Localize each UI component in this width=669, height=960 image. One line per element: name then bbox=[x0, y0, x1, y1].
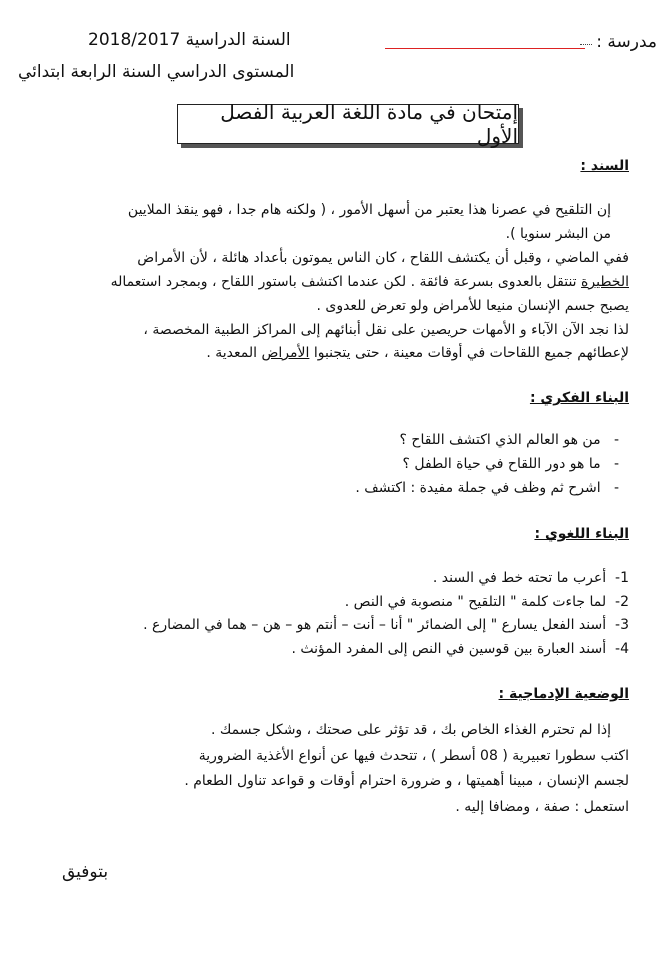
school-year: السنة الدراسية 2018/2017 bbox=[88, 30, 291, 50]
idmajia-line-1: إذا لم تحترم الغذاء الخاص بك ، قد تؤثر على صحتك ، وشكل جسمك . bbox=[210, 722, 611, 738]
sanad-line-7: لإعطائهم جميع اللقاحات في أوقات معينة ، حتى يتجنبوا الأمراض المعدية . bbox=[206, 345, 629, 361]
school-dots bbox=[580, 44, 592, 45]
school-level: المستوى الدراسي السنة الرابعة ابتدائي bbox=[18, 62, 295, 82]
closing-signature: بتوفيق bbox=[62, 862, 109, 882]
school-name-line bbox=[385, 48, 585, 49]
fikri-item-2: - ما هو دور اللقاح في حياة الطفل ؟ bbox=[402, 456, 619, 472]
sanad-heading: السند : bbox=[580, 158, 629, 174]
idmajia-heading: الوضعية الإدماجية : bbox=[498, 686, 629, 702]
fikri-heading: البناء الفكري : bbox=[529, 390, 629, 406]
lughawi-heading: البناء اللغوي : bbox=[534, 526, 629, 542]
sanad-line-6: لذا نجد الآن الآباء و الأمهات حريصين على نقل أبنائهم إلى المراكز الطبية المخصصة ، bbox=[143, 322, 629, 338]
lughawi-item-2: 2- لما جاءت كلمة " التلقيح " منصوبة في النص . bbox=[344, 594, 629, 610]
underlined-word-dangerous: الخطيرة bbox=[581, 274, 629, 290]
idmajia-line-3: لجسم الإنسان ، مبينا أهميتها ، و ضرورة احترام أوقات و قواعد تناول الطعام . bbox=[184, 773, 629, 789]
lughawi-item-3: 3- أسند الفعل يسارع " إلى الضمائر " أنا – أنت – أنتم هو – هن – هما في المضارع . bbox=[143, 617, 629, 633]
idmajia-line-4: استعمل : صفة ، ومضافا إليه . bbox=[455, 799, 629, 815]
fikri-item-1: - من هو العالم الذي اكتشف اللقاح ؟ bbox=[399, 432, 619, 448]
lughawi-item-4: 4- أسند العبارة بين قوسين في النص إلى المفرد المؤنث . bbox=[291, 641, 629, 657]
sanad-line-2: من البشر سنويا ). bbox=[505, 226, 611, 242]
sanad-line-3: ففي الماضي ، وقبل أن يكتشف اللقاح ، كان الناس يموتون بأعداد هائلة ، لأن الأمراض bbox=[137, 250, 629, 266]
school-label: مدرسة : bbox=[596, 32, 657, 52]
sanad-line-5: يصبح جسم الإنسان منيعا للأمراض ولو تعرض للعدوى . bbox=[316, 298, 629, 314]
underlined-word-diseases: الأمراض bbox=[261, 345, 310, 361]
exam-title: إمتحان في مادة اللغة العربية الفصل الأول bbox=[177, 104, 519, 144]
sanad-line-4: الخطيرة تنتقل بالعدوى بسرعة فائقة . لكن عندما اكتشف باستور اللقاح ، وبمجرد استعماله bbox=[110, 274, 629, 290]
sanad-line-1: إن التلقيح في عصرنا هذا يعتبر من أسهل الأمور ، ( ولكنه هام جدا ، فهو ينقذ الملايين bbox=[127, 202, 611, 218]
lughawi-item-1: 1- أعرب ما تحته خط في السند . bbox=[432, 570, 629, 586]
idmajia-line-2: اكتب سطورا تعبيرية ( 08 أسطر ) ، تتحدث فيها عن أنواع الأغذية الضرورية bbox=[198, 748, 629, 764]
fikri-item-3: - اشرح ثم وظف في جملة مفيدة : اكتشف . bbox=[355, 480, 619, 496]
